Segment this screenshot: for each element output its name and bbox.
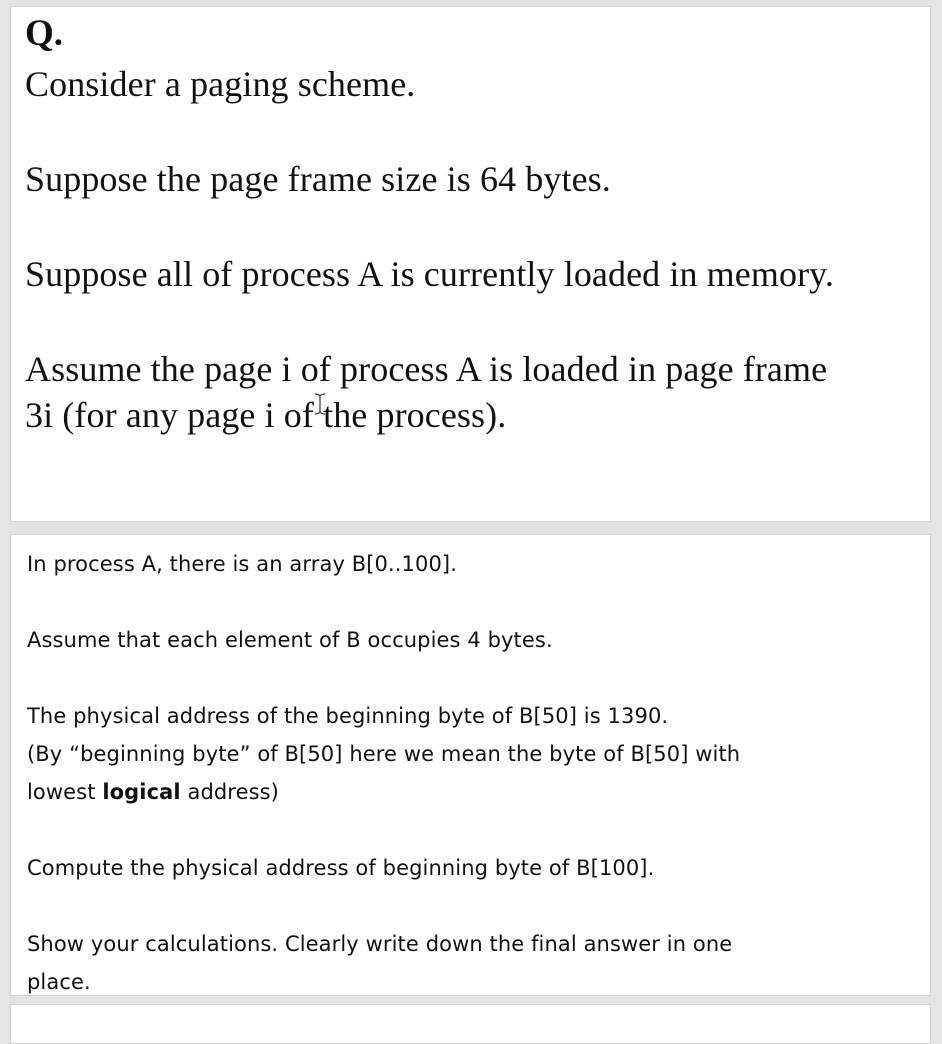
process-loaded-text: Suppose all of process A is currently loaded in memory. (25, 254, 835, 294)
clarification-lowest: lowest (27, 780, 103, 804)
question-label: Q. (25, 13, 64, 54)
compute-text: Compute the physical address of beginning byte of B[100]. (27, 856, 655, 880)
text-cursor-icon (312, 392, 328, 416)
clarification-line2 (27, 773, 930, 811)
physical-address-text: The physical address of the beginning byte of B[50] is 1390. (27, 704, 669, 728)
page-frame-assumption-line1: Assume the page i of process A is loaded in page frame (25, 349, 828, 389)
element-size-text: Assume that each element of B occupies 4 bytes. (27, 628, 553, 652)
question-panel (10, 6, 931, 522)
next-panel (10, 1004, 931, 1044)
page-frame-assumption-line2: 3i (for any page i of the process). (25, 395, 507, 435)
intro-text: Consider a paging scheme. (25, 64, 416, 104)
show-calculations-line2: place. (27, 970, 91, 994)
details-panel (10, 534, 931, 996)
clarification-line1: (By “beginning byte” of B[50] here we mean the byte of B[50] with (27, 742, 741, 766)
show-calculations-line1: Show your calculations. Clearly write down the final answer in one (27, 932, 733, 956)
clarification-end: address) (180, 780, 279, 804)
logical-bold-text: logical (102, 780, 181, 804)
frame-size-text: Suppose the page frame size is 64 bytes. (25, 159, 611, 199)
array-text: In process A, there is an array B[0..100]. (27, 552, 458, 576)
